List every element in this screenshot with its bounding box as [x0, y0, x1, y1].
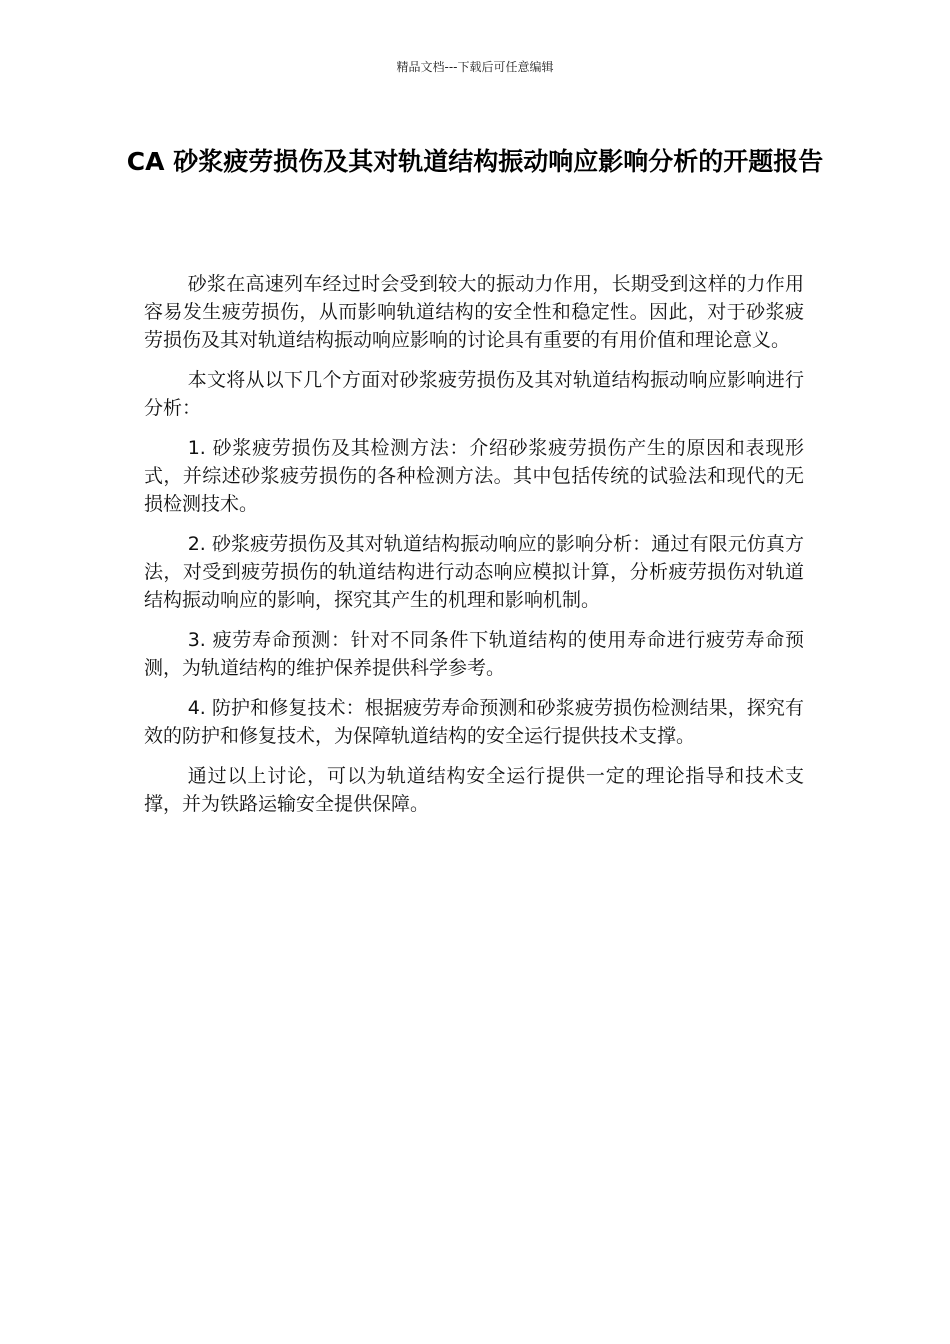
paragraph-outline: 本文将从以下几个方面对砂浆疲劳损伤及其对轨道结构振动响应影响进行分析： [144, 369, 804, 419]
paragraph-item-2: 2. 砂浆疲劳损伤及其对轨道结构振动响应的影响分析：通过有限元仿真方法，对受到疲劳损伤的轨道结构进行动态响应模拟计算，分析疲劳损伤对轨道结构振动响应的影响，探究其产生的机理和影响机制。 [144, 533, 804, 611]
document-body [144, 270, 804, 830]
paragraph-item-4: 4. 防护和修复技术：根据疲劳寿命预测和砂浆疲劳损伤检测结果，探究有效的防护和修复技术，为保障轨道结构的安全运行提供技术支撑。 [144, 697, 804, 747]
paragraph-conclusion: 通过以上讨论，可以为轨道结构安全运行提供一定的理论指导和技术支撑，并为铁路运输安全提供保障。 [144, 765, 804, 815]
page-header-note: 精品文档---下载后可任意编辑 [396, 60, 554, 74]
paragraph-item-3: 3. 疲劳寿命预测：针对不同条件下轨道结构的使用寿命进行疲劳寿命预测，为轨道结构的维护保养提供科学参考。 [144, 629, 804, 679]
paragraph-intro: 砂浆在高速列车经过时会受到较大的振动力作用，长期受到这样的力作用容易发生疲劳损伤，从而影响轨道结构的安全性和稳定性。因此，对于砂浆疲劳损伤及其对轨道结构振动响应影响的讨论具有重要的有用价值和理论意义。 [144, 273, 804, 351]
paragraph-item-1: 1. 砂浆疲劳损伤及其检测方法：介绍砂浆疲劳损伤产生的原因和表现形式，并综述砂浆疲劳损伤的各种检测方法。其中包括传统的试验法和现代的无损检测技术。 [144, 437, 804, 515]
document-title: CA 砂浆疲劳损伤及其对轨道结构振动响应影响分析的开题报告 [126, 147, 824, 176]
